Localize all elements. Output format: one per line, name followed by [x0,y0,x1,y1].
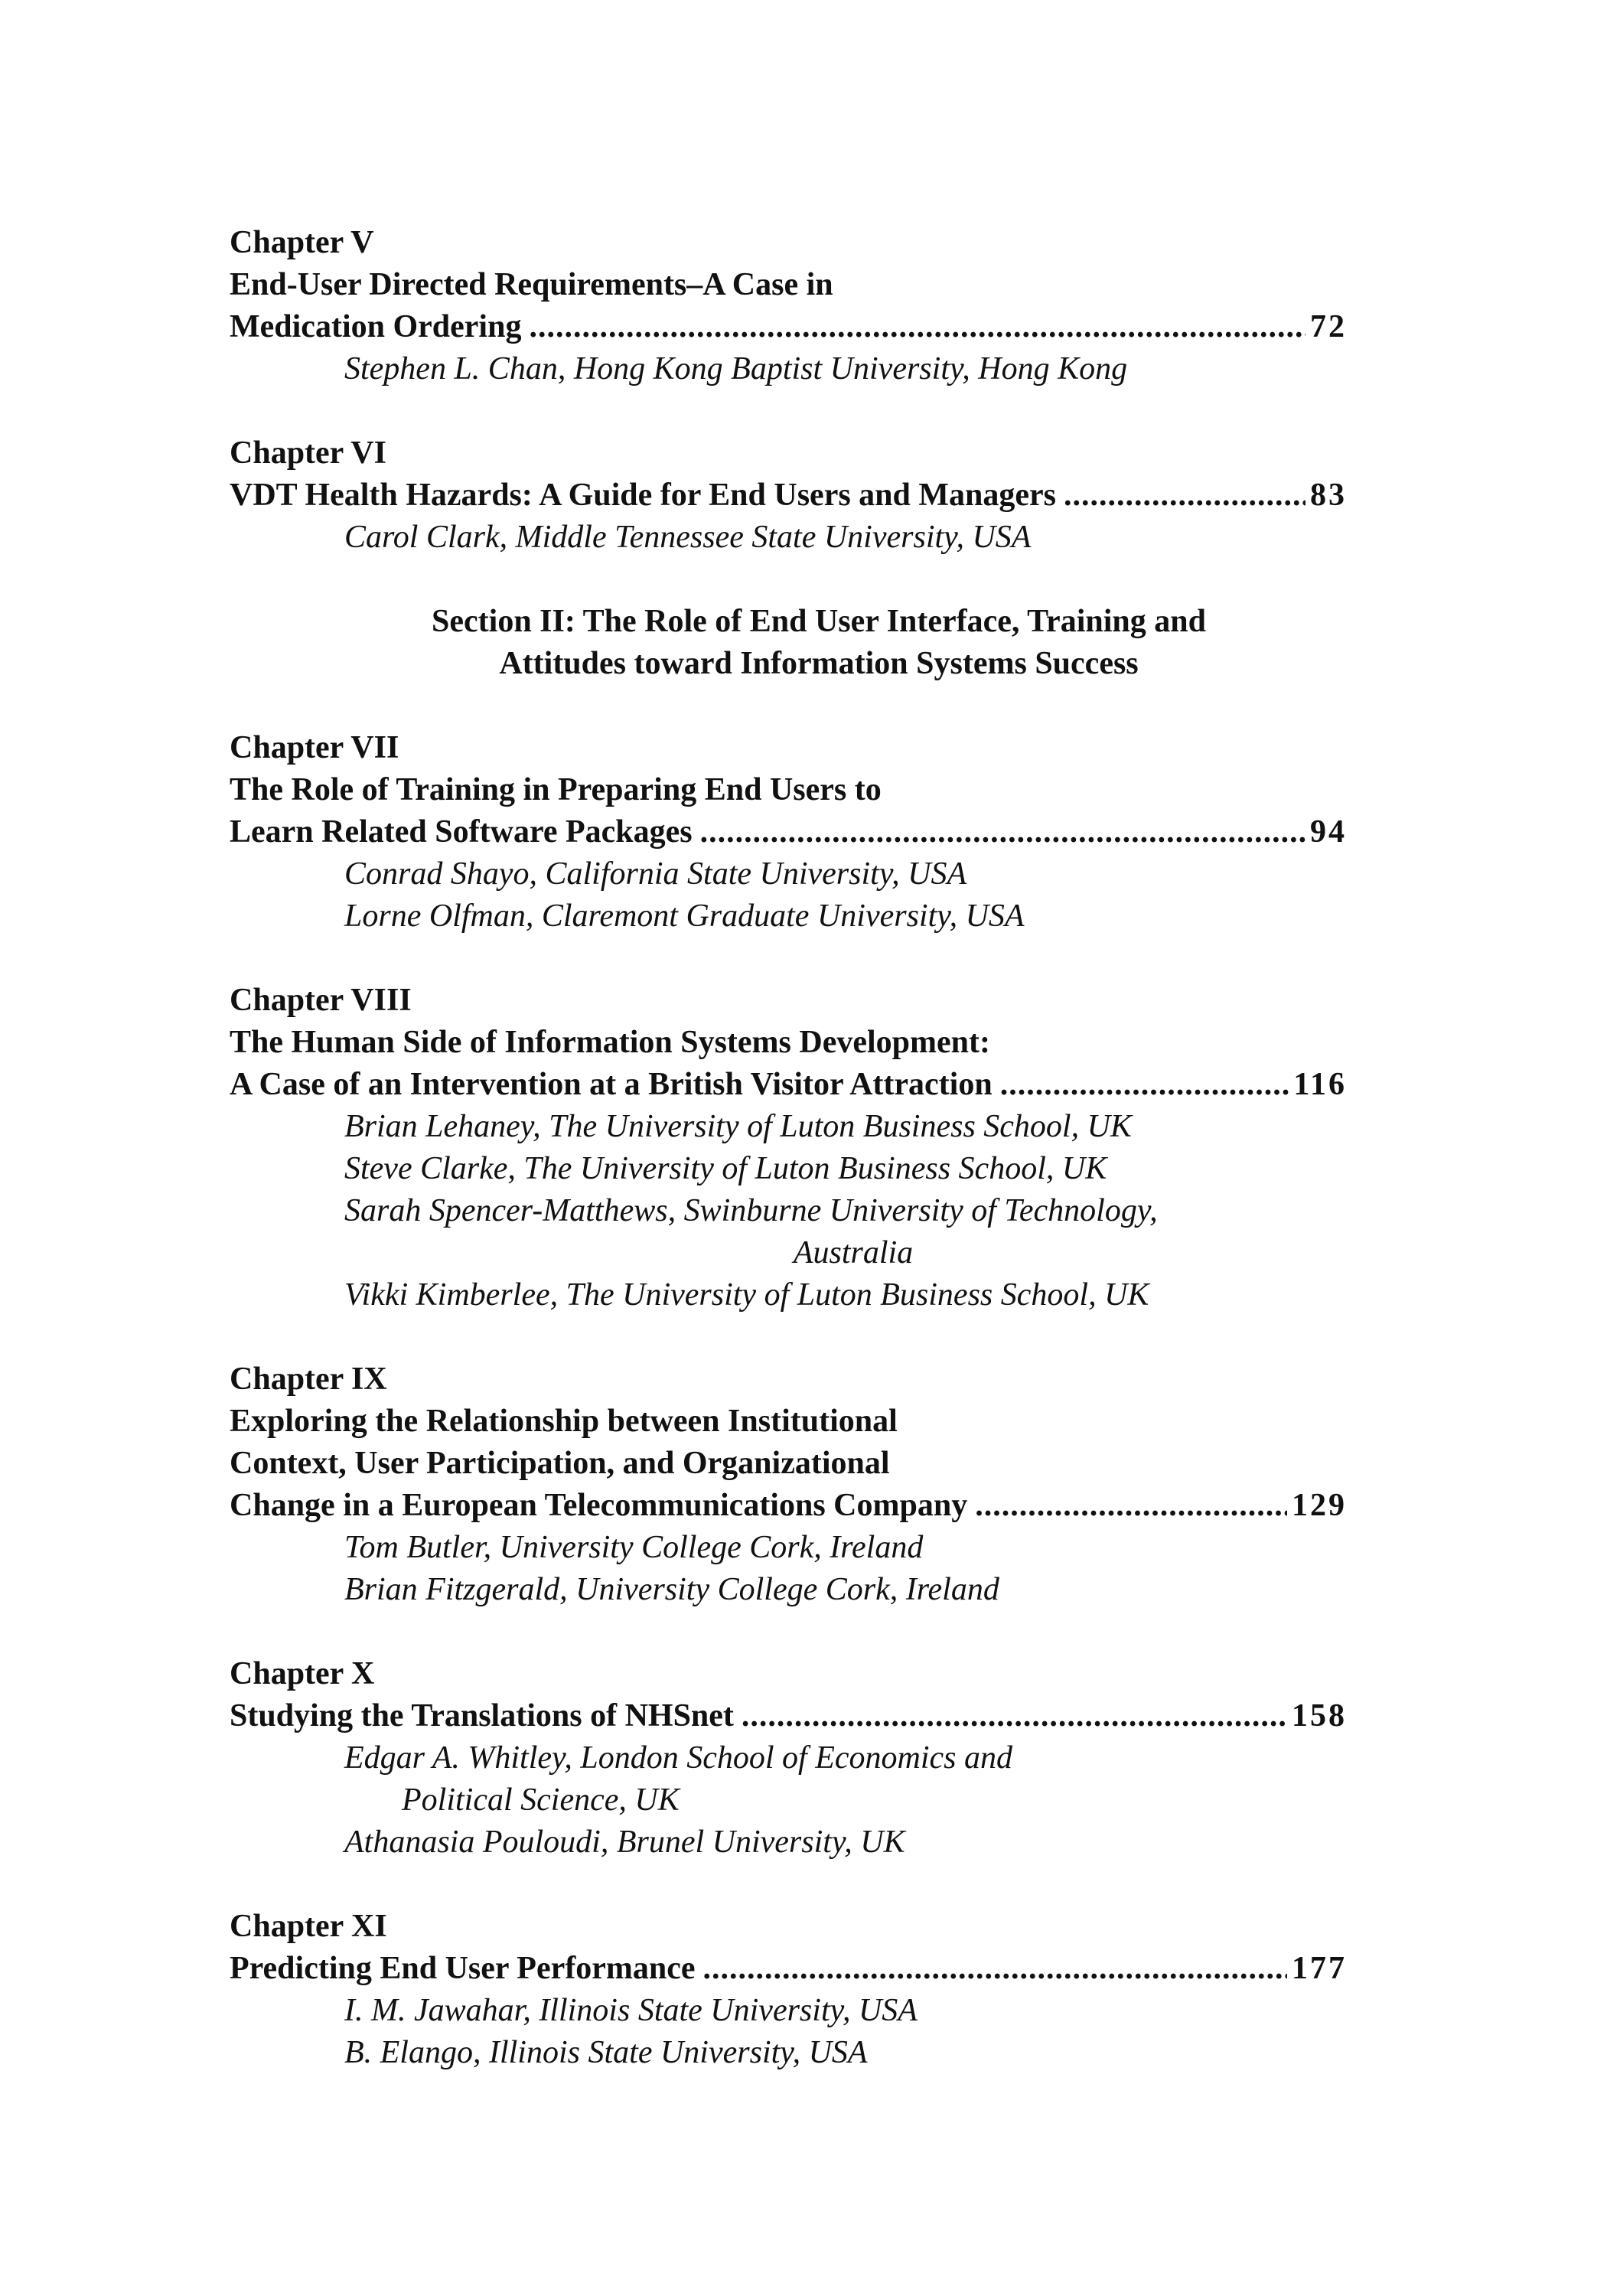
author-line-continuation: Australia [793,1235,914,1270]
toc-entry-chapter-9 [230,1358,1347,1611]
chapter-title-with-page [230,811,1347,853]
chapter-title-line: Learn Related Software Packages [230,814,693,850]
chapter-title-line: Studying the Translations of NHSnet [230,1698,734,1733]
dot-leader [703,1948,1288,1990]
page-number: 94 [1310,814,1347,850]
chapter-title-line: Change in a European Telecommunications Company [230,1488,968,1523]
chapter-title-line: The Role of Training in Preparing End Users to [230,772,882,807]
dot-leader [1064,475,1305,517]
author-line: Athanasia Pouloudi, Brunel University, UK [344,1825,905,1860]
chapter-label: Chapter VII [230,730,399,765]
chapter-title-line: Exploring the Relationship between Institutional [230,1404,898,1439]
toc-entry-chapter-11 [230,1906,1347,2074]
chapter-title-line: End-User Directed Requirements–A Case in [230,267,833,302]
chapter-title-line: VDT Health Hazards: A Guide for End Users and Managers [230,478,1057,513]
chapter-label: Chapter X [230,1656,375,1691]
author-line: Edgar A. Whitley, London School of Economics and [344,1740,1012,1776]
chapter-title-with-page [230,1695,1347,1737]
section-heading [230,601,1347,685]
author-line: Conrad Shayo, California State University, USA [344,856,967,892]
author-line: Steve Clarke, The University of Luton Business School, UK [344,1151,1107,1186]
dot-leader [529,306,1305,348]
page-number: 83 [1310,478,1347,513]
chapter-title-with-page [230,1485,1347,1527]
author-line: Vikki Kimberlee, The University of Luton Business School, UK [344,1277,1149,1313]
chapter-title-with-page [230,306,1347,348]
author-line: B. Elango, Illinois State University, USA [344,2035,868,2070]
chapter-title-line: A Case of an Intervention at a British Visitor Attraction [230,1067,993,1102]
chapter-title-line: Context, User Participation, and Organizational [230,1446,890,1481]
toc-entry-chapter-8 [230,980,1347,1316]
chapter-title-line: The Human Side of Information Systems Development: [230,1025,990,1060]
author-line: Brian Lehaney, The University of Luton Business School, UK [344,1109,1132,1144]
author-line: Sarah Spencer-Matthews, Swinburne University of Technology, [344,1193,1158,1228]
page-number: 158 [1292,1698,1347,1733]
toc-entry-chapter-7 [230,727,1347,938]
chapter-label: Chapter XI [230,1909,387,1944]
page-number: 72 [1310,309,1347,344]
section-heading-line: Attitudes toward Information Systems Success [499,646,1139,681]
author-line: Lorne Olfman, Claremont Graduate University, USA [344,899,1025,934]
chapter-title-with-page [230,1064,1347,1106]
author-line: I. M. Jawahar, Illinois State University, USA [344,1993,918,2028]
page-number: 129 [1292,1488,1347,1523]
section-heading-line: Section II: The Role of End User Interface, Training and [432,604,1206,639]
dot-leader [975,1485,1287,1527]
page-number: 177 [1292,1951,1347,1986]
dot-leader [1000,1064,1289,1106]
author-line: Stephen L. Chan, Hong Kong Baptist University, Hong Kong [344,351,1128,386]
toc-entry-chapter-6 [230,432,1347,559]
table-of-contents [230,222,1347,2116]
author-line: Brian Fitzgerald, University College Cork, Ireland [344,1572,999,1607]
chapter-title-line: Medication Ordering [230,309,522,344]
chapter-label: Chapter VI [230,435,386,471]
author-line-continuation: Political Science, UK [402,1782,680,1818]
chapter-title-line: Predicting End User Performance [230,1951,696,1986]
page-number: 116 [1293,1067,1347,1102]
chapter-label: Chapter V [230,225,374,260]
chapter-title-with-page [230,1948,1347,1990]
toc-entry-chapter-10 [230,1653,1347,1864]
author-line: Tom Butler, University College Cork, Ireland [344,1530,924,1565]
author-line: Carol Clark, Middle Tennessee State University, USA [344,520,1032,555]
chapter-label: Chapter IX [230,1362,387,1397]
chapter-label: Chapter VIII [230,983,412,1018]
dot-leader [700,811,1305,853]
dot-leader [742,1695,1287,1737]
toc-entry-chapter-5 [230,222,1347,390]
chapter-title-with-page [230,475,1347,517]
